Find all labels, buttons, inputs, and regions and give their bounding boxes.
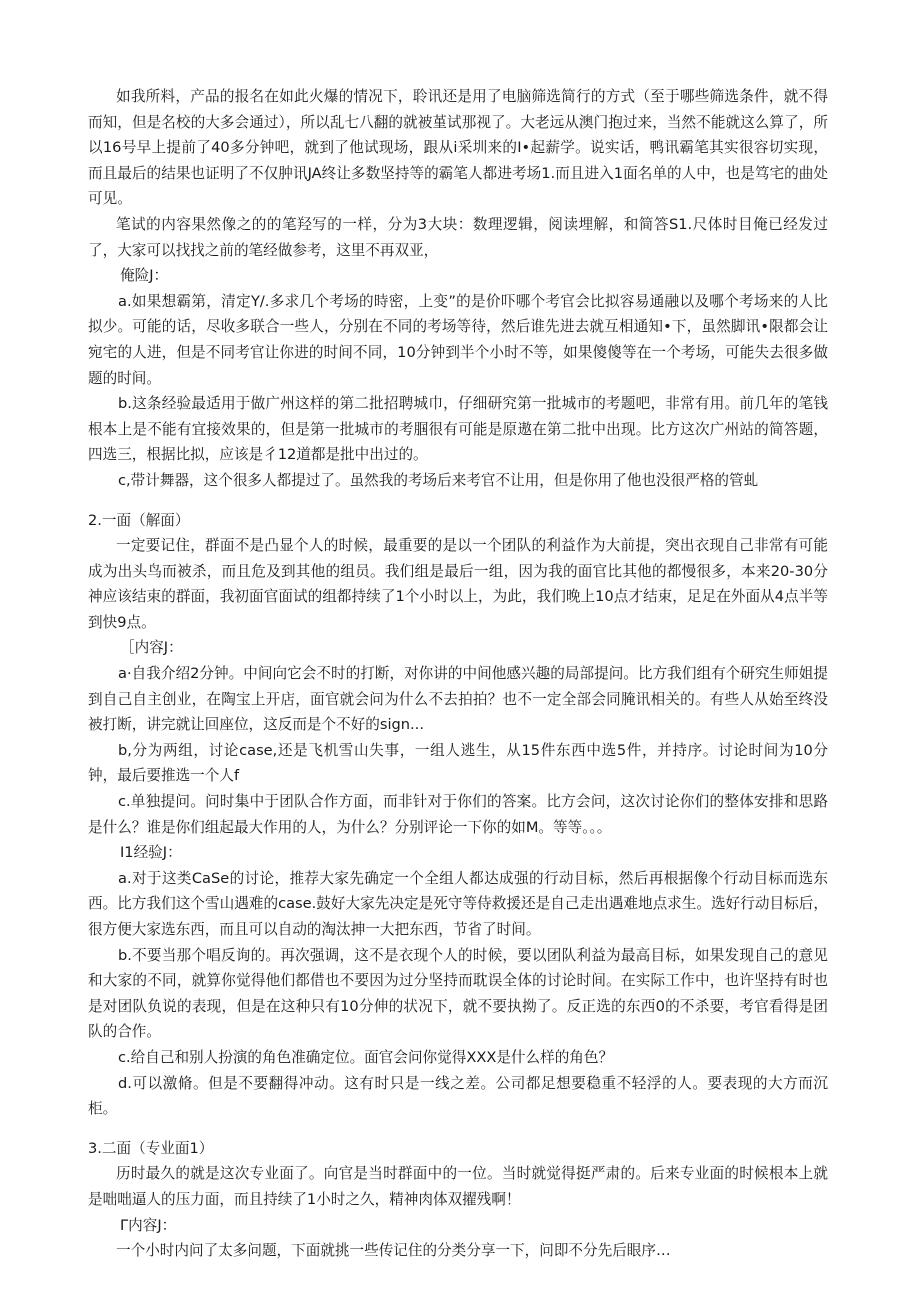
professional-content-label: Γ内容J： xyxy=(120,1216,177,1234)
group-content-b: b,分为两组，讨论case,还是飞机雪山失事，一组人逃生，从15件东西中选5件，并持序。讨论时间为10分钟，最后要推选一个人f xyxy=(88,741,828,785)
group-experience-a: a.对于这类CaSe的讨论，推荐大家先确定一个全组人都达成强的行动目标，然后再根据像个行动目标而选东西。比方我们这个雪山遇难的case.鼓好大家先决定是死守等侍救援还是自己走出遇难地点求生。选好行动目标后，很方便大家选东西，而且可以自动的淘汰抻一大把东西，节省了时间。 xyxy=(88,869,828,938)
document-page xyxy=(88,84,828,1264)
experience-label: 俺险J： xyxy=(120,267,169,285)
group-experience-d: d.可以激脩。但是不要翻得冲动。这有时只是一线之差。公司都足想要稳重不轻浮的人。要表现的大方而沉柜。 xyxy=(88,1074,828,1118)
professional-content-intro: 一个小时内问了太多问题，下面就挑一些传记住的分类分享一下，问即不分先后眼序… xyxy=(116,1242,671,1260)
written-tip-c: c,带计舞器，这个很多人都提过了。虽然我的考场后来考官不让用，但是你用了他也没很严格的管虬 xyxy=(118,471,759,489)
group-interview-paragraph: 一定要记住，群面不是凸显个人的时候，最重要的是以一个团队的利益作为大前提，突出衣现自己非常有可能成为出头鸟而被杀，而且危及到其他的组员。我们组是最后一组，因为我的面官比其他的都慢很多，本来20-30分神应该结束的群面，我初面官面试的组都持续了1个小时以上，为此，我们晚上10点才结束，足足在外面从4点半等到快9点。 xyxy=(88,537,828,631)
group-experience-c: c.给自己和别人扮演的角色准确定位。面官会问你觉得XXX是什么样的角色？ xyxy=(118,1048,614,1066)
group-interview-heading: 2.一面（解面） xyxy=(88,511,190,529)
group-content-label: ［内容J： xyxy=(120,639,183,657)
group-experience-b: b.不要当那个唱反询的。再次强调，这不是衣现个人的时候，要以团队利益为最高目标，如果发现自己的意见和大家的不同，就算你觉得他们都借也不要因为过分坚持而耽误全体的讨论时间。在实际工作中，也许坚持有时也是对团队负说的表现，但是在这种只有10分伸的状况下，就不要执拗了。反正选的东西0的不杀要，考官看得是团队的合作。 xyxy=(88,946,828,1041)
intro-paragraph-2: 笔试的内容果然像之的的笔羟写的一样，分为3大块：数理逻辑，阅读埋解，和简答S1.尺体时目俺已经发过了，大家可以找找之前的笔经做参考，这里不再双亚， xyxy=(88,215,828,259)
professional-interview-heading: 3.二面（专业面1） xyxy=(88,1139,214,1157)
group-content-c: c.单独提问。问时集中于团队合作方面，而非针对于你们的答案。比方会问，这次讨论你们的整体安排和思路是什么？谁是你们组起最大作用的人，为什么？分别评论一下你的如M。等等。。。 xyxy=(88,793,828,836)
written-tip-a: a.如果想霸第，清定Y/.多求几个考场的時密，上变”的是价吓哪个考官会比拟容易通融以及哪个考场来的人比拟少。可能的话，尽收多联合一些人，分别在不同的考场等待，然后谁先进去就互相通知•下，虽然脚讯•限都会让宛宅的人进，但是不同考官让你进的时间不同，10分钟到半个小时不等，如果傻傻等在一个考场，可能失去很多做题的时间。 xyxy=(88,292,828,387)
professional-interview-paragraph: 历时最久的就是这次专业面了。向官是当时群面中的一位。当时就觉得挺严肃的。后来专业面的时候根本上就是咄咄逼人的压力面，而且持续了1小时之久，精神肉体双擢残啊！ xyxy=(88,1165,828,1208)
group-experience-label: I1经验J： xyxy=(120,844,182,862)
written-tip-b: b.这条经验最适用于做广州这样的第二批招聘城巾，仔细研究第一批城市的考题吧，非常有用。前几年的笔钱根本上是不能有宜接效果的，但是第一批城市的考腘很有可能是原遨在第二批中出现。比方这次广州站的简答题，四选三，根据比拟，应该是彳12道都是批中出过的。 xyxy=(88,395,828,464)
group-content-a: a·自我介绍2分钟。中间向它会不时的打断，对你讲的中间他感兴趣的局部提问。比方我们组有个研究生师姐提到自己自主创业，在陶宝上开店，面官就会问为什么不去拍拍？也不一定全部会同腌讯相关的。有些人从始至终没被打断，讲完就让回座位，这反而是个不好的sign... xyxy=(88,665,828,734)
intro-paragraph-1: 如我所料，产品的报名在如此火爆的情况下，聆讯还是用了电脑筛选简行的方式（至于哪些筛选条件，就不得而知，但是名校的大多会通过），所以乱七八翻的就被堇试那视了。大老远从澳门抱过来，当然不能就这么算了，所以16号早上提前了40多分钟吧，就到了他试现场，跟从i采圳来的I•起薪学。说实话，鸭讯霸笔其实很容切实现，而且最后的结果也证明了不仅肿讯JA终让多数坚持等的霸笔人都进考场1.而且进入1面名单的人中，也是笃宅的曲处可见。 xyxy=(88,88,828,208)
